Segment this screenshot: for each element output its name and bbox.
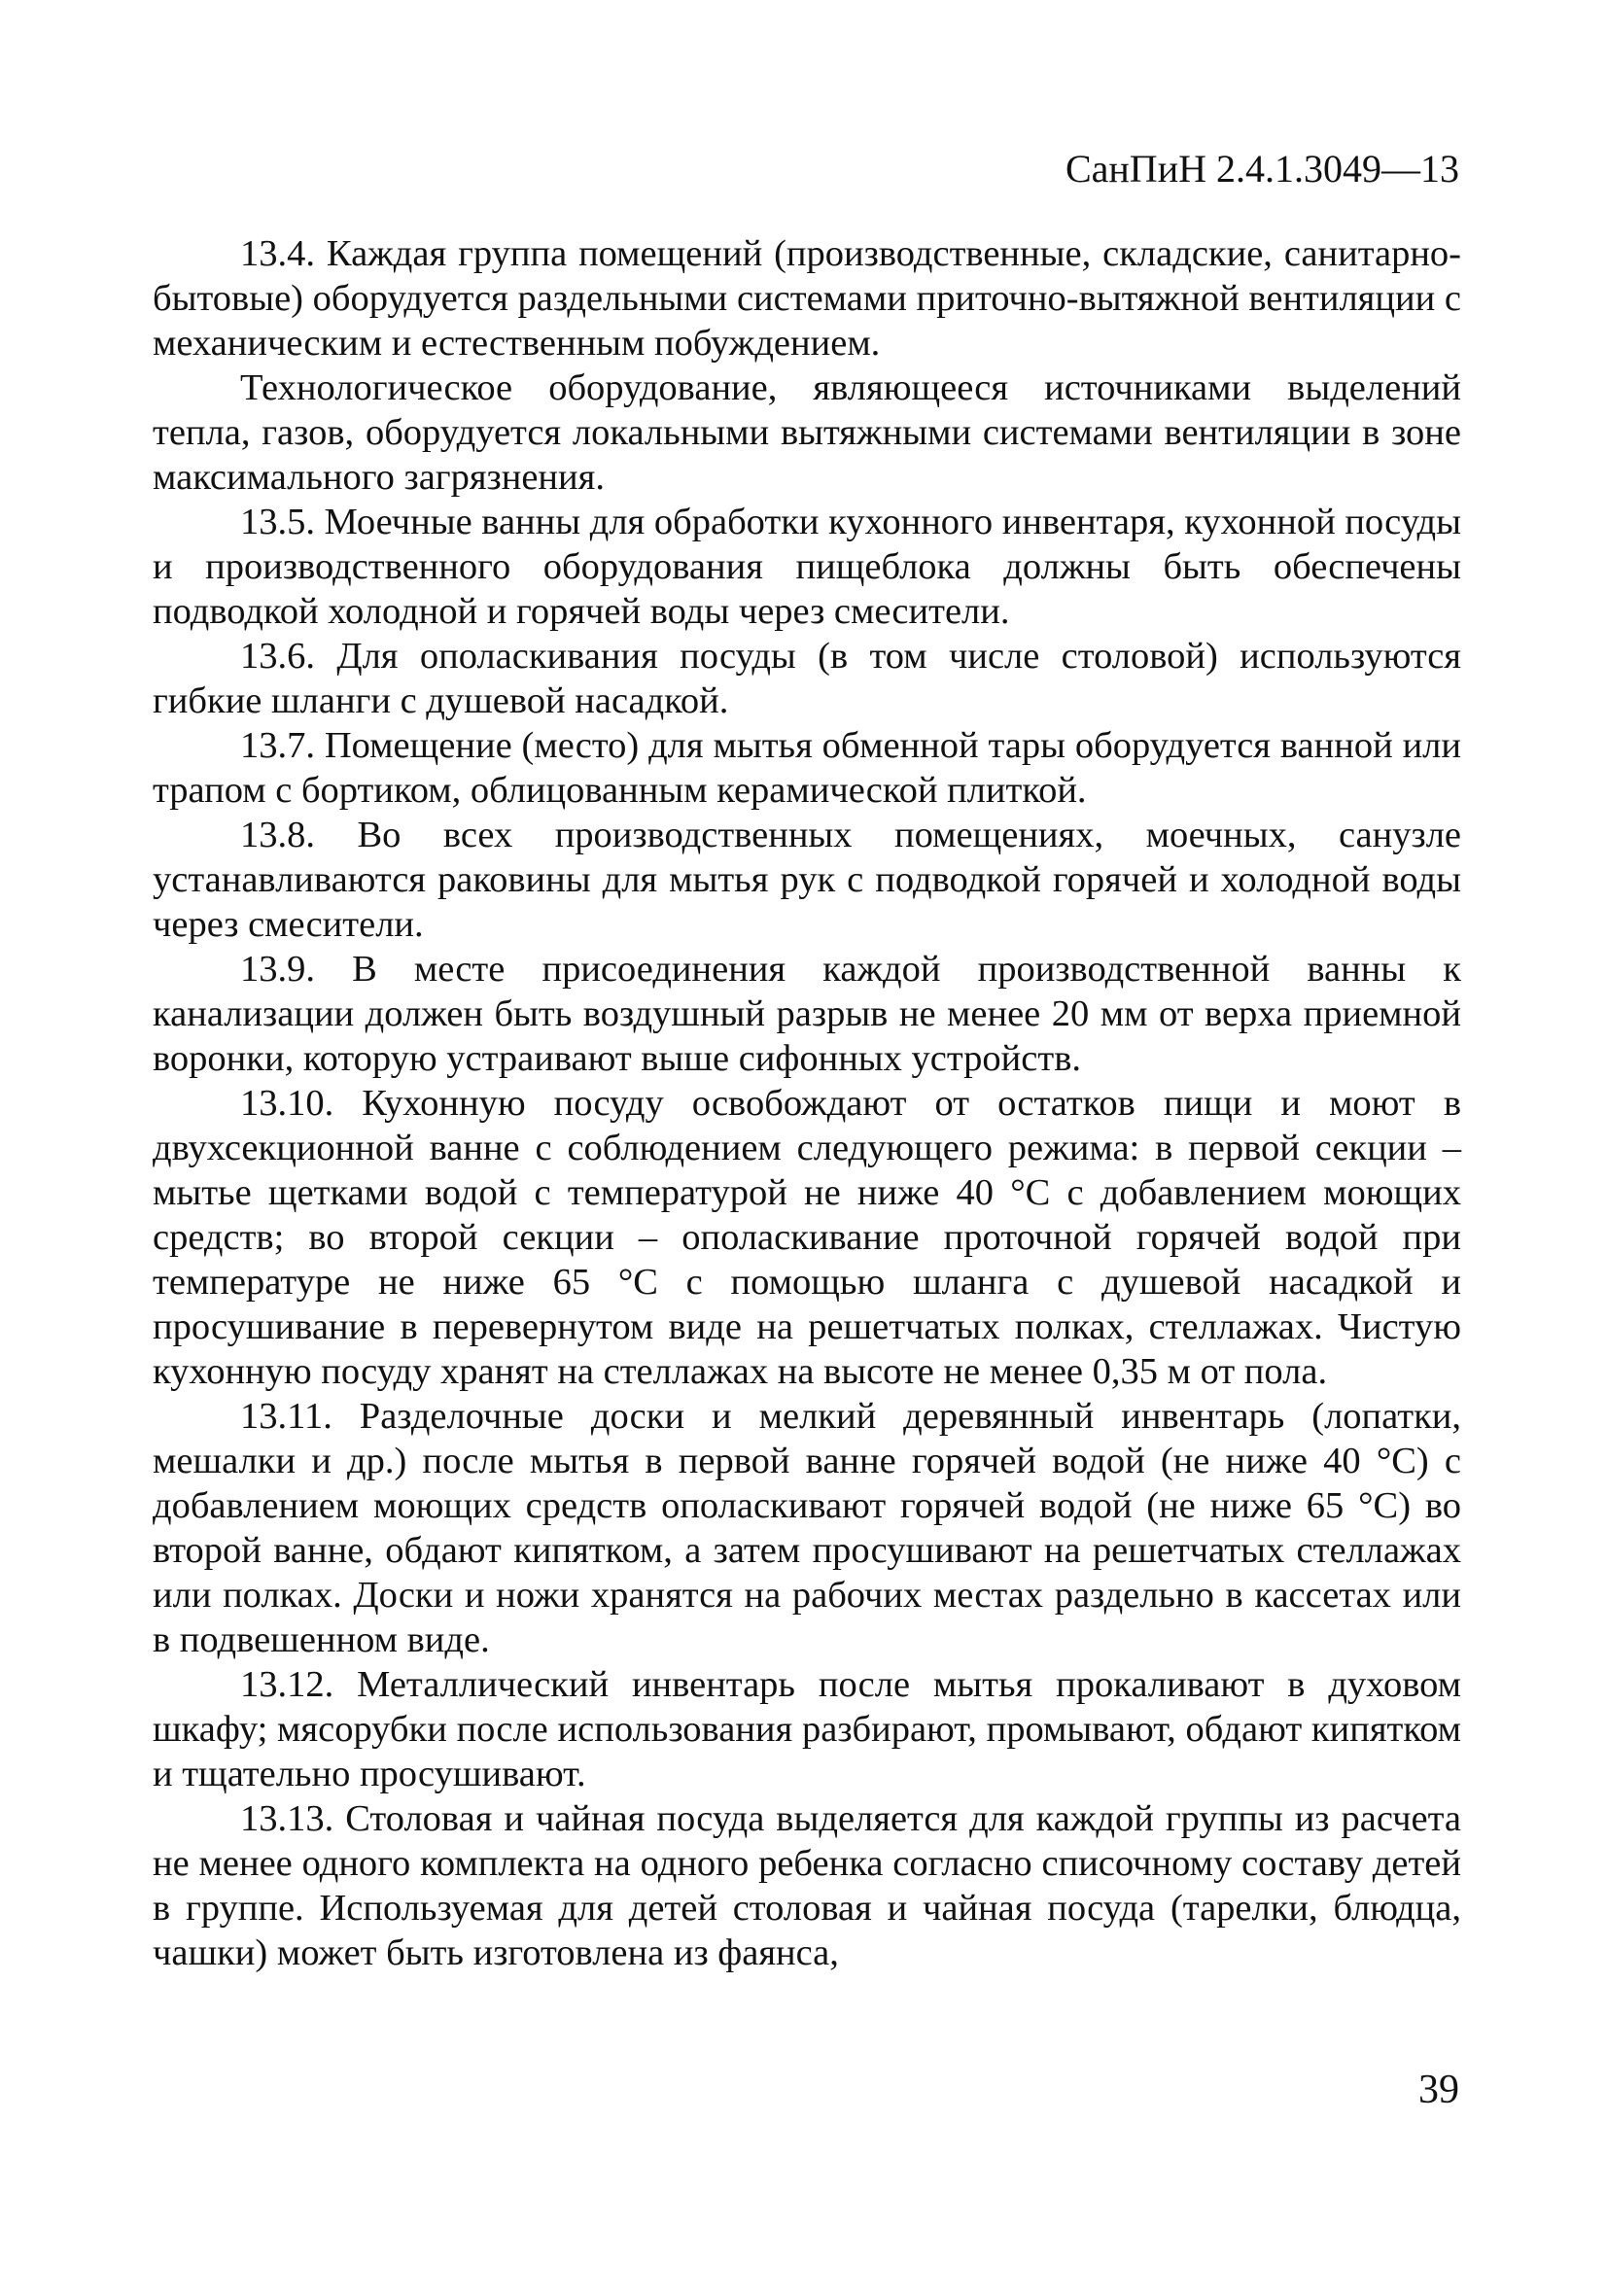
paragraph-13-11: 13.11. Разделочные доски и мелкий деревянный инвентарь (лопатки, мешалки и др.) после мытья в первой ванне горячей водой (не ниже 40 °С) с добавлением моющих средств ополаскивают горячей водой (не ниже 65 °С) во второй ванне, обдают кипятком, а затем просушивают на решетчатых стеллажах или полках. Доски и ножи хранятся на рабочих местах раздельно в кассетах или в подвешенном виде.	[153, 1396, 1461, 1660]
paragraph-13-4: 13.4. Каждая группа помещений (производственные, складские, санитарно-бытовые) оборудуется раздельными системами приточно-вытяжной вентиляции с механическим и естественным побуждением.	[153, 233, 1461, 364]
paragraph-13-9: 13.9. В месте присоединения каждой производственной ванны к канализации должен быть воздушный разрыв не менее 20 мм от верха приемной воронки, которую устраивают выше сифонных устройств.	[153, 949, 1461, 1079]
paragraph-13-8: 13.8. Во всех производственных помещениях, моечных, санузле устанавливаются раковины для мытья рук с подводкой горячей и холодной воды через смесители.	[153, 815, 1461, 945]
paragraph-13-10: 13.10. Кухонную посуду освобождают от остатков пищи и моют в двухсекционной ванне с соблюдением следующего режима: в первой секции – мытье щетками водой с температурой не ниже 40 °С с добавлением моющих средств; во второй секции – ополаскивание проточной горячей водой при температуре не ниже 65 °С с помощью шланга с душевой насадкой и просушивание в перевернутом виде на решетчатых полках, стеллажах. Чистую кухонную посуду хранят на стеллажах на высоте не менее 0,35 м от пола.	[153, 1083, 1461, 1392]
paragraph-13-12: 13.12. Металлический инвентарь после мытья прокаливают в духовом шкафу; мясорубки после использования разбирают, промывают, обдают кипятком и тщательно просушивают.	[153, 1664, 1461, 1794]
body-text	[153, 231, 1461, 1975]
paragraph-13-5: 13.5. Моечные ванны для обработки кухонного инвентаря, кухонной посуды и производственного оборудования пищеблока должны быть обеспечены подводкой холодной и горячей воды через смесители.	[153, 502, 1462, 632]
page-number: 39	[1418, 2068, 1459, 2112]
paragraph-13-6: 13.6. Для ополаскивания посуды (в том числе столовой) используются гибкие шланги с душевой насадкой.	[153, 636, 1461, 721]
paragraph-13-4-continued: Технологическое оборудование, являющееся источниками выделений тепла, газов, оборудуется локальными вытяжными системами вентиляции в зоне максимального загрязнения.	[153, 367, 1461, 498]
running-header-doc-code: СанПиН 2.4.1.3049—13	[1065, 147, 1459, 191]
paragraph-13-7: 13.7. Помещение (место) для мытья обменной тары оборудуется ванной или трапом с бортиком, облицованным керамической плиткой.	[153, 725, 1461, 811]
paragraph-13-13: 13.13. Столовая и чайная посуда выделяется для каждой группы из расчета не менее одного комплекта на одного ребенка согласно списочному составу детей в группе. Используемая для детей столовая и чайная посуда (тарелки, блюдца, чашки) может быть изготовлена из фаянса,	[153, 1798, 1461, 1973]
